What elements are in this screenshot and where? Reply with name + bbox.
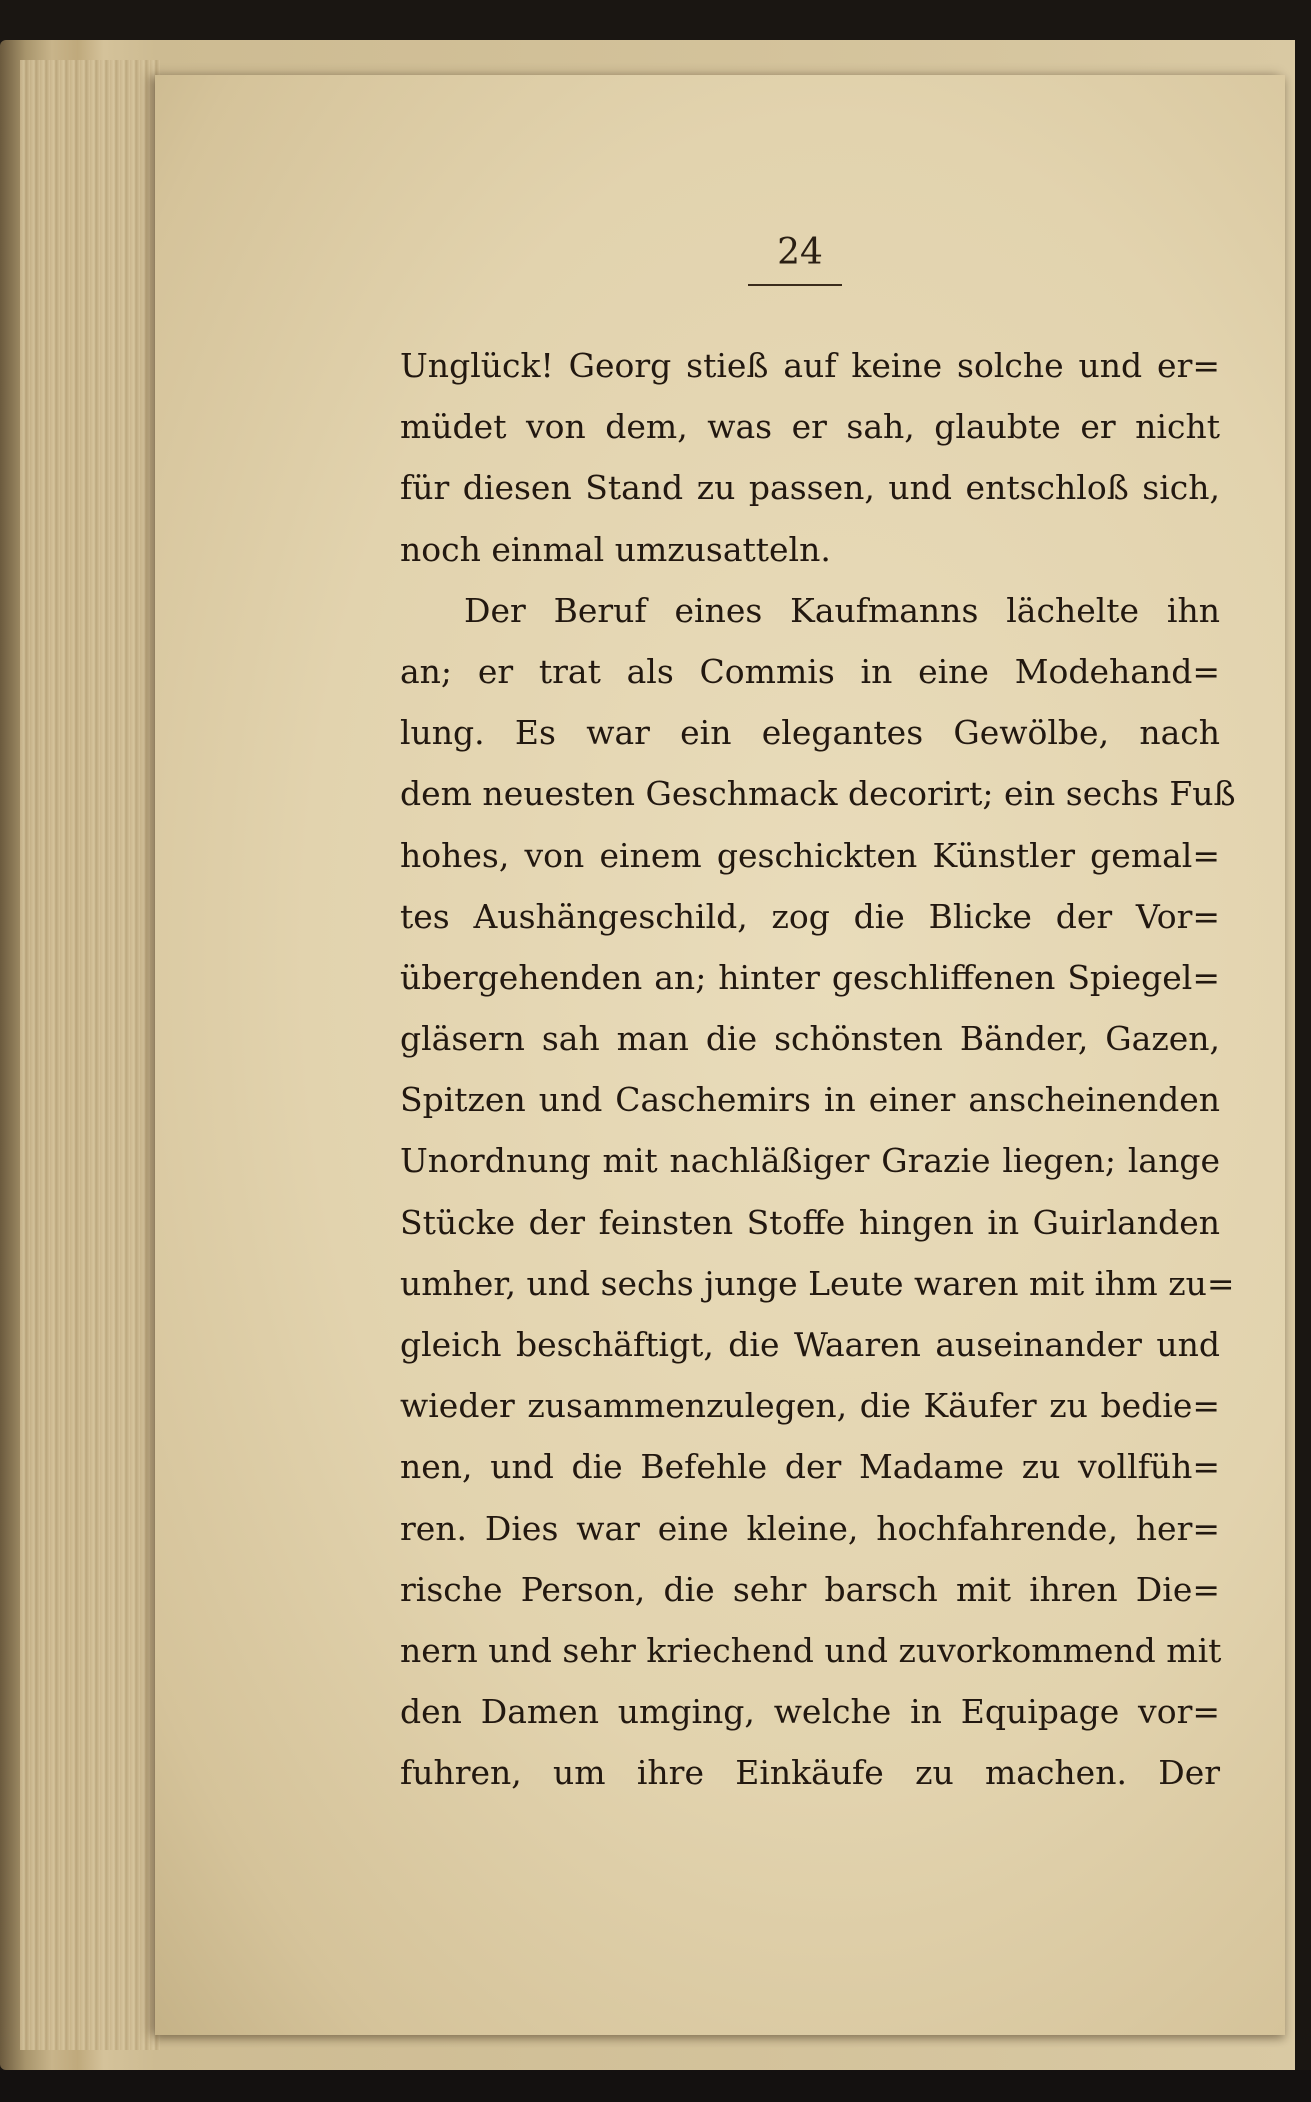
text-line: nen, und die Befehle der Madame zu vollfüh= xyxy=(400,1447,1220,1487)
text-line: gläsern sah man die schönsten Bänder, Gazen, xyxy=(400,1019,1220,1059)
page-number: 24 xyxy=(777,232,823,273)
text-line: dem neuesten Geschmack decorirt; ein sechs Fuß xyxy=(400,774,1236,814)
text-line: tes Aushängeschild, zog die Blicke der Vor= xyxy=(400,896,1220,936)
text-line: den Damen umging, welche in Equipage vor= xyxy=(400,1692,1220,1732)
page-number-rule xyxy=(748,284,842,286)
text-line: umher, und sechs junge Leute waren mit ihm zu= xyxy=(400,1263,1235,1303)
page-edges xyxy=(20,60,160,2050)
text-line: Spitzen und Caschemirs in einer anscheinenden xyxy=(400,1080,1220,1120)
text-line: an; er trat als Commis in eine Modehand= xyxy=(400,651,1220,691)
text-line: hohes, von einem geschickten Künstler gemal= xyxy=(400,835,1220,875)
text-line: Unglück! Georg stieß auf keine solche und er= xyxy=(400,346,1220,385)
text-line: ren. Dies war eine kleine, hochfahrende, her= xyxy=(400,1508,1220,1548)
text-line: fuhren, um ihre Einkäufe zu machen. Der xyxy=(400,1753,1220,1793)
text-line: lung. Es war ein elegantes Gewölbe, nach xyxy=(400,713,1220,753)
text-line: gleich beschäftigt, die Waaren auseinander und xyxy=(400,1325,1220,1364)
text-line: für diesen Stand zu passen, und entschloß sich, xyxy=(400,468,1220,508)
text-line: müdet von dem, was er sah, glaubte er nicht xyxy=(400,407,1220,447)
text-line: wieder zusammenzulegen, die Käufer zu bedie= xyxy=(400,1386,1220,1426)
text-line: nern und sehr kriechend und zuvorkommend mit xyxy=(400,1630,1222,1670)
text-line: Unordnung mit nachläßiger Grazie liegen; lange xyxy=(400,1141,1220,1181)
text-line: Stücke der feinsten Stoffe hingen in Guirlanden xyxy=(400,1202,1220,1242)
text-line: übergehenden an; hinter geschliffenen Spiegel= xyxy=(400,957,1220,997)
background-shadow xyxy=(0,2070,1311,2102)
text-line: Der Beruf eines Kaufmanns lächelte ihn xyxy=(464,590,1220,630)
text-line: rische Person, die sehr barsch mit ihren Die= xyxy=(400,1569,1220,1609)
body-text xyxy=(400,335,1236,1804)
text-line: noch einmal umzusatteln. xyxy=(400,529,831,569)
